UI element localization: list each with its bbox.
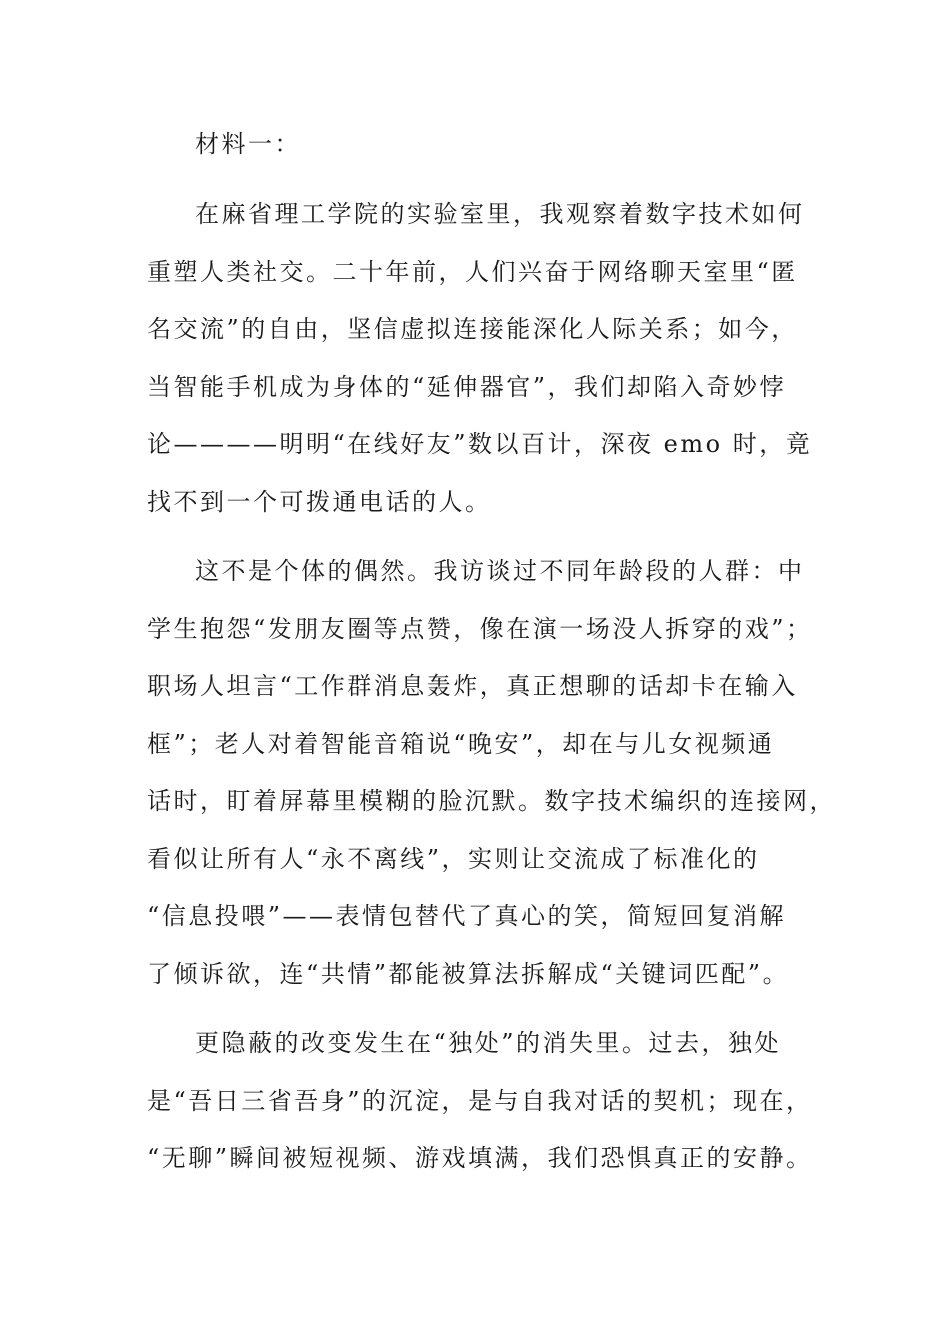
- paragraph-line: 名交流”的自由，坚信虚拟连接能深化人际关系；如今，: [147, 315, 798, 343]
- paragraph-line: “信息投喂”——表情包替代了真心的笑，简短回复消解: [147, 902, 787, 930]
- section-heading: 材料一：: [195, 130, 301, 158]
- paragraph-line: 论————明明“在线好友”数以百计，深夜 emo 时，竟: [147, 430, 813, 458]
- paragraph-line: 了倾诉欲，连“共情”都能被算法拆解成“关键词匹配”。: [147, 960, 790, 988]
- paragraph-line: 学生抱怨“发朋友圈等点赞，像在演一场没人拆穿的戏”；: [147, 615, 813, 643]
- paragraph-line: 看似让所有人“永不离线”，实则让交流成了标准化的: [147, 845, 760, 873]
- paragraph-line: 重塑人类社交。二十年前，人们兴奋于网络聊天室里“匿: [147, 258, 798, 286]
- paragraph-line: 找不到一个可拨通电话的人。: [147, 488, 492, 516]
- paragraph-line: 当智能手机成为身体的“延伸器官”，我们却陷入奇妙悖: [147, 373, 787, 401]
- paragraph-line: 这不是个体的偶然。我访谈过不同年龄段的人群：中: [195, 557, 805, 585]
- paragraph-line: 框”；老人对着智能音箱说“晚安”，却在与儿女视频通: [147, 730, 775, 758]
- paragraph-line: 更隐蔽的改变发生在“独处”的消失里。过去，独处: [195, 1029, 782, 1057]
- paragraph-line: 在麻省理工学院的实验室里，我观察着数字技术如何: [195, 200, 805, 228]
- paragraph-line: 是“吾日三省吾身”的沉淀，是与自我对话的契机；现在，: [147, 1087, 813, 1115]
- paragraph-line: 话时，盯着屏幕里模糊的脸沉默。数字技术编织的连接网，: [147, 787, 836, 815]
- paragraph-line: 职场人坦言“工作群消息轰炸，真正想聊的话却卡在输入: [147, 672, 798, 700]
- paragraph-line: “无聊”瞬间被短视频、游戏填满，我们恐惧真正的安静。: [147, 1144, 813, 1172]
